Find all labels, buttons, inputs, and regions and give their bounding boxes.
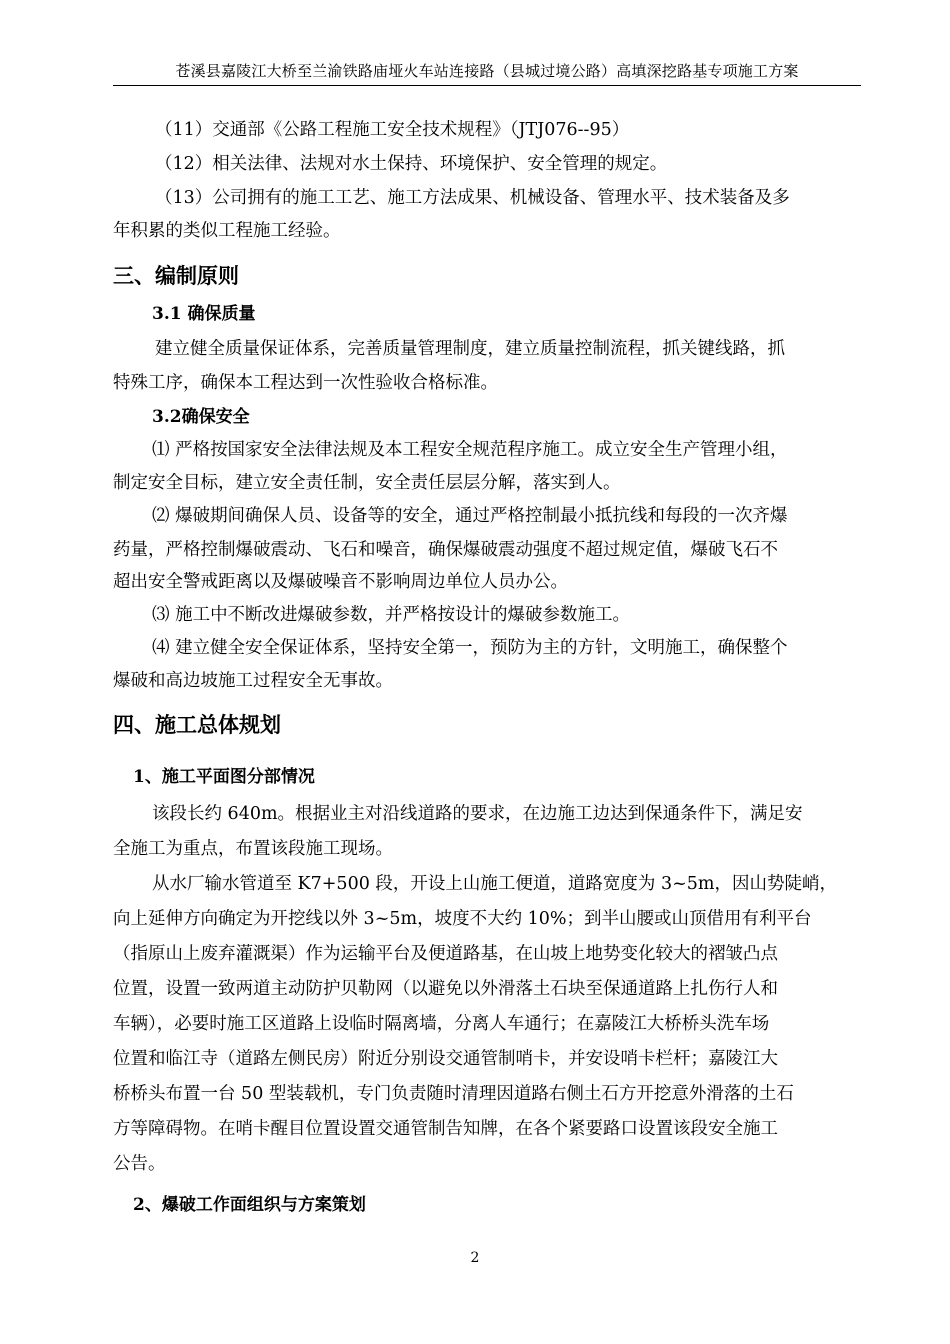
body-line: （指原山上废弃灌溉渠）作为运输平台及便道路基，在山坡上地势变化较大的褶皱凸点 — [113, 944, 778, 964]
subsection-heading: 2、爆破工作面组织与方案策划 — [133, 1195, 366, 1215]
body-line: ⑷ 建立健全安全保证体系，坚持安全第一，预防为主的方针，文明施工，确保整个 — [152, 638, 788, 658]
body-line: 公告。 — [113, 1154, 166, 1174]
body-line: 位置和临江寺（道路左侧民房）附近分别设交通管制哨卡，并安设哨卡栏杆；嘉陵江大 — [113, 1049, 778, 1069]
body-line: 从水厂输水管道至 K7+500 段，开设上山施工便道，道路宽度为 3~5m，因山势陡峭， — [152, 874, 837, 894]
body-line: 桥桥头布置一台 50 型装载机，专门负责随时清理因道路右侧土石方开挖意外滑落的土石 — [113, 1084, 794, 1104]
body-line: ⑴ 严格按国家安全法律法规及本工程安全规范程序施工。成立安全生产管理小组， — [152, 440, 788, 460]
subsection-heading: 3.1 确保质量 — [152, 304, 256, 324]
body-line: ⑵ 爆破期间确保人员、设备等的安全，通过严格控制最小抵抗线和每段的一次齐爆 — [152, 506, 788, 526]
body-line: 药量，严格控制爆破震动、飞石和噪音，确保爆破震动强度不超过规定值，爆破飞石不 — [113, 540, 778, 560]
body-line: 方等障碍物。在哨卡醒目位置设置交通管制告知牌，在各个紧要路口设置该段安全施工 — [113, 1119, 778, 1139]
subsection-heading: 3.2确保安全 — [152, 407, 250, 427]
body-line: 特殊工序，确保本工程达到一次性验收合格标准。 — [113, 373, 498, 393]
body-line: 车辆），必要时施工区道路上设临时隔离墙，分离人车通行；在嘉陵江大桥桥头洗车场 — [113, 1014, 770, 1034]
body-line: 爆破和高边坡施工过程安全无事故。 — [113, 671, 393, 691]
page-number: 2 — [470, 1250, 480, 1266]
body-line: 位置，设置一致两道主动防护贝勒网（以避免以外滑落土石块至保通道路上扎伤行人和 — [113, 979, 778, 999]
body-line: 年积累的类似工程施工经验。 — [113, 221, 341, 241]
section-heading: 四、施工总体规划 — [113, 712, 281, 737]
body-line: （12）相关法律、法规对水土保持、环境保护、安全管理的规定。 — [155, 154, 668, 174]
body-line: ⑶ 施工中不断改进爆破参数，并严格按设计的爆破参数施工。 — [152, 605, 631, 625]
body-line: 该段长约 640m。根据业主对沿线道路的要求，在边施工边达到保通条件下，满足安 — [152, 804, 803, 824]
subsection-heading: 1、施工平面图分部情况 — [133, 767, 315, 787]
header-rule — [113, 85, 861, 86]
running-header: 苍溪县嘉陵江大桥至兰渝铁路庙垭火车站连接路（县城过境公路）高填深挖路基专项施工方案 — [175, 62, 799, 80]
section-heading: 三、编制原则 — [113, 263, 239, 288]
body-line: 全施工为重点，布置该段施工现场。 — [113, 839, 393, 859]
body-line: （11）交通部《公路工程施工安全技术规程》（JTJ076--95） — [155, 120, 630, 140]
body-line: （13）公司拥有的施工工艺、施工方法成果、机械设备、管理水平、技术装备及多 — [155, 188, 790, 208]
body-line: 向上延伸方向确定为开挖线以外 3~5m，坡度不大约 10%；到半山腰或山顶借用有利平台 — [113, 909, 812, 929]
body-line: 建立健全质量保证体系，完善质量管理制度，建立质量控制流程，抓关键线路，抓 — [155, 339, 785, 359]
body-line: 制定安全目标，建立安全责任制，安全责任层层分解，落实到人。 — [113, 473, 621, 493]
body-line: 超出安全警戒距离以及爆破噪音不影响周边单位人员办公。 — [113, 572, 568, 592]
